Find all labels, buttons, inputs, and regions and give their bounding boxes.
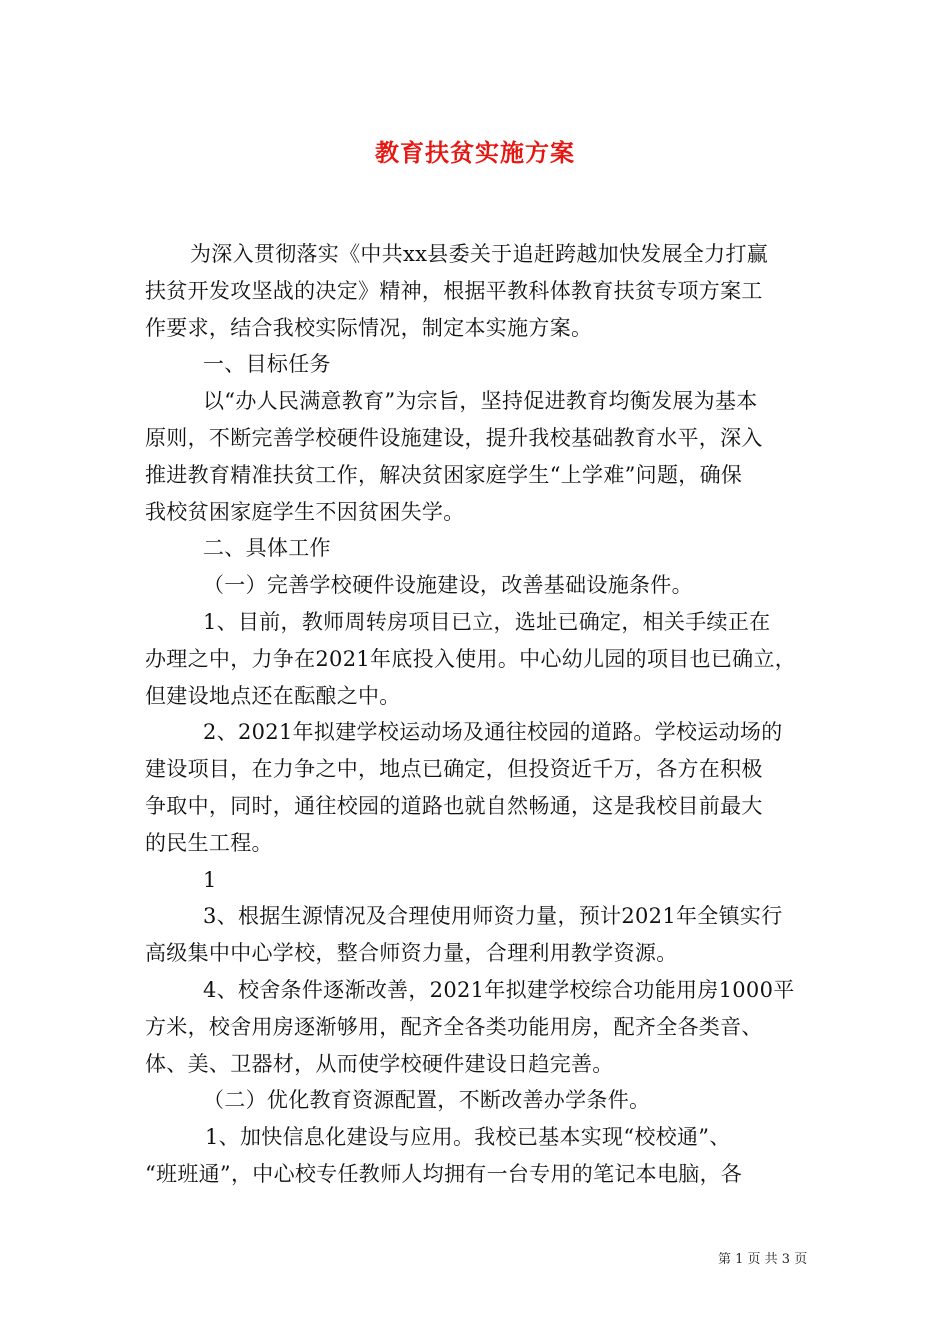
- text-line: 以“办人民满意教育”为宗旨，坚持促进教育均衡发展为基本: [203, 389, 758, 414]
- text-line: 扶贫开发攻坚战的决定》精神，根据平教科体教育扶贫专项方案工: [145, 278, 763, 303]
- text-line: 高级集中中心学校，整合师资力量，合理利用教学资源。: [145, 941, 678, 966]
- text-line: 我校贫困家庭学生不因贫困失学。: [145, 499, 465, 524]
- text-line: 但建设地点还在酝酿之中。: [145, 683, 401, 708]
- text-line: 原则，不断完善学校硬件设施建设，提升我校基础教育水平，深入: [145, 425, 763, 450]
- page-footer: 第 1 页 共 3 页: [718, 1252, 808, 1267]
- text-line: 建设项目，在力争之中，地点已确定，但投资近千万，各方在积极: [145, 757, 763, 782]
- text-line: 争取中，同时，通往校园的道路也就自然畅通，这是我校目前最大: [145, 793, 763, 818]
- inline-page-number: 1: [203, 867, 217, 892]
- text-line: 4、校舍条件逐渐改善，2021年拟建学校综合功能用房1000平: [203, 977, 795, 1002]
- text-line: 作要求，结合我校实际情况，制定本实施方案。: [145, 315, 593, 340]
- subsection-heading: （二）优化教育资源配置，不断改善办学条件。: [203, 1088, 651, 1113]
- section-heading: 一、目标任务: [203, 352, 331, 377]
- document-title: 教育扶贫实施方案: [375, 138, 575, 167]
- section-heading: 二、具体工作: [203, 536, 331, 561]
- text-line: 1、目前，教师周转房项目已立，选址已确定，相关手续正在: [203, 609, 771, 634]
- text-line: 的民生工程。: [145, 830, 273, 855]
- text-line: 3、根据生源情况及合理使用师资力量，预计2021年全镇实行: [203, 904, 783, 929]
- text-line: 办理之中，力争在2021年底投入使用。中心幼儿园的项目也已确立，: [145, 646, 797, 671]
- text-line: 推进教育精准扶贫工作，解决贫困家庭学生“上学难”问题，确保: [145, 462, 743, 487]
- text-line: 1、加快信息化建设与应用。我校已基本实现“校校通”、: [205, 1125, 731, 1150]
- text-line: 2、2021年拟建学校运动场及通往校园的道路。学校运动场的: [203, 720, 783, 745]
- document-body: [145, 236, 825, 1193]
- text-line: “班班通”，中心校专任教师人均拥有一台专用的笔记本电脑，各: [145, 1161, 743, 1186]
- text-line: 方米，校舍用房逐渐够用，配齐全各类功能用房，配齐全各类音、: [145, 1014, 763, 1039]
- text-line: 体、美、卫器材，从而使学校硬件建设日趋完善。: [145, 1051, 614, 1076]
- subsection-heading: （一）完善学校硬件设施建设，改善基础设施条件。: [203, 573, 693, 598]
- text-line: 为深入贯彻落实《中共xx县委关于追赶跨越加快发展全力打赢: [190, 242, 769, 266]
